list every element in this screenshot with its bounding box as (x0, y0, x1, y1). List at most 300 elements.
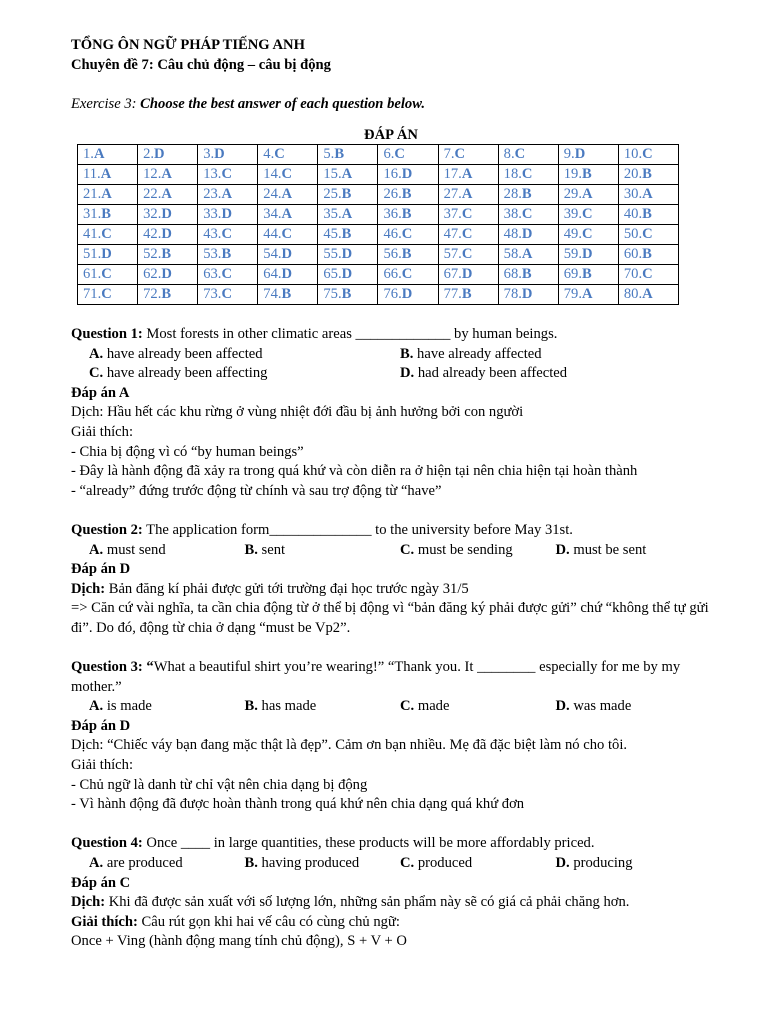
answer-key-row (78, 285, 679, 305)
answer-key-row (78, 165, 679, 185)
answer-number: 44. (263, 226, 282, 243)
answer-key-cell (438, 225, 498, 245)
question-text: Most forests in other climatic areas _____________ by human beings. (142, 325, 558, 342)
answer-number: 68. (503, 266, 522, 283)
answer-letter: B (582, 166, 592, 183)
question-label: Question 2: (71, 521, 143, 538)
answer-number: 25. (323, 186, 342, 203)
answer-number: 63. (203, 266, 222, 283)
answer-number: 8. (503, 146, 515, 163)
option-letter: B. (244, 855, 258, 871)
answer-key-cell (138, 225, 198, 245)
option-text: must be sending (414, 541, 513, 558)
option-letter: A. (89, 541, 104, 558)
answer-letter: C (221, 226, 232, 243)
option-c (400, 854, 556, 874)
answer-key-cell (78, 245, 138, 265)
answer-key-cell (318, 165, 378, 185)
option-d (556, 854, 712, 874)
answer-key-cell (618, 145, 678, 165)
option-letter: A. (89, 698, 104, 715)
option-letter: C. (400, 855, 415, 871)
option-text: produced (414, 855, 473, 871)
answer-number: 65. (323, 266, 342, 283)
answer-key-cell (198, 245, 258, 265)
answer-letter: B (341, 226, 352, 243)
option-letter: A. (89, 855, 104, 871)
answer-key-cell (318, 225, 378, 245)
answer-key-row (78, 205, 679, 225)
answer-number: 52. (143, 246, 162, 263)
answer-letter: C (642, 146, 653, 163)
answer-letter: D (401, 286, 413, 303)
answer-letter: A (642, 286, 653, 303)
answer-key-cell (378, 225, 438, 245)
answer-letter: D (582, 246, 593, 263)
option-letter: D. (555, 855, 570, 871)
option-b (400, 345, 711, 365)
option-letter: A. (89, 345, 104, 362)
answer-key-cell (138, 185, 198, 205)
answer-number: 2. (143, 146, 155, 163)
option-letter: C. (400, 541, 415, 558)
answer-letter: B (401, 186, 412, 203)
answer-key-cell (618, 245, 678, 265)
answer-letter: C (521, 206, 533, 223)
translation-label: Dịch: (71, 894, 106, 911)
answer-key-cell (438, 165, 498, 185)
answer-key-cell (498, 225, 558, 245)
answer-key-cell (438, 205, 498, 225)
option-text: must be sent (569, 541, 647, 558)
answer-number: 71. (83, 286, 102, 303)
answer-letter: C (221, 266, 232, 283)
option-text: must send (103, 541, 166, 558)
answer-letter: C (454, 146, 466, 163)
answer-key-cell (318, 265, 378, 285)
answer-number: 49. (563, 226, 582, 243)
answer-key-cell (498, 285, 558, 305)
answer-number: 9. (563, 146, 575, 163)
option-c (400, 541, 556, 561)
answer-letter: D (521, 226, 533, 243)
answer-letter: D (161, 266, 172, 283)
answer-letter: D (521, 286, 533, 303)
answer-letter: C (274, 146, 285, 163)
answer-letter: D (574, 146, 586, 163)
question-label: Question 1: (71, 325, 143, 342)
formula: Once + Ving (hành động mang tính chủ động), S + V + O (71, 933, 407, 950)
answer-key-cell (498, 265, 558, 285)
answer-line: Đáp án A (71, 384, 130, 401)
answer-number: 38. (503, 206, 522, 223)
answer-number: 66. (383, 266, 402, 283)
options-row (71, 541, 711, 561)
answer-key-cell (558, 285, 618, 305)
answer-number: 29. (563, 186, 582, 203)
answer-letter: A (161, 186, 172, 203)
answer-key-cell (138, 205, 198, 225)
answer-number: 70. (623, 266, 643, 283)
answer-number: 3. (203, 146, 215, 163)
answer-key-row (78, 245, 679, 265)
answer-number: 28. (503, 186, 522, 203)
answer-letter: D (461, 266, 473, 283)
answer-letter: B (401, 206, 412, 223)
option-c (89, 364, 400, 384)
answer-letter: A (341, 166, 353, 183)
explanation-note: => Căn cứ vài nghĩa, ta cần chia động từ ở thể bị động vì “bản đăng ký phải được gửi” chứ “không thể tự gửi đi”. Do đó, động từ chia ở dạng “must be Vp2”. (71, 600, 709, 636)
answer-number: 36. (383, 206, 402, 223)
answer-letter: A (93, 146, 105, 163)
answer-letter: A (642, 186, 653, 203)
answer-number: 27. (443, 186, 462, 203)
answer-letter: A (521, 246, 533, 263)
answer-number: 50. (623, 226, 643, 243)
exercise-heading (71, 95, 711, 115)
answer-key-cell (258, 205, 318, 225)
answer-key-cell (198, 225, 258, 245)
answer-letter: B (582, 266, 592, 283)
options-row (71, 854, 711, 874)
answer-key-cell (258, 165, 318, 185)
answer-key-cell (378, 205, 438, 225)
options-row (71, 697, 711, 717)
answer-number: 10. (623, 146, 643, 163)
question-4 (71, 834, 711, 952)
answer-letter: D (154, 146, 165, 163)
answer-key-cell (318, 205, 378, 225)
answer-number: 55. (323, 246, 342, 263)
answer-key-cell (378, 245, 438, 265)
question-text: What a beautiful shirt you’re wearing!” “Thank you. It ________ especially for me by my mother.” (71, 659, 681, 695)
answer-number: 77. (443, 286, 462, 303)
answer-letter: C (101, 266, 112, 283)
answer-line: Đáp án D (71, 561, 131, 578)
answer-key-cell (318, 285, 378, 305)
answer-number: 15. (323, 166, 342, 183)
option-a (89, 541, 245, 561)
answer-letter: C (642, 226, 653, 243)
answer-letter: A (161, 166, 172, 183)
answer-number: 74. (263, 286, 282, 303)
answer-number: 57. (443, 246, 462, 263)
answer-letter: B (642, 206, 652, 223)
answer-letter: C (461, 206, 473, 223)
answer-number: 53. (203, 246, 222, 263)
answer-number: 76. (383, 286, 402, 303)
option-d (556, 697, 712, 717)
answer-number: 72. (143, 286, 162, 303)
answer-number: 16. (383, 166, 402, 183)
answer-letter: A (221, 186, 232, 203)
option-text: have already affected (413, 345, 542, 362)
explanation-note: - Đây là hành động đã xảy ra trong quá khứ và còn diễn ra ở hiện tại nên chia hiện tại hoàn thành (71, 463, 638, 480)
answer-key-cell (438, 245, 498, 265)
answer-letter: C (281, 166, 293, 183)
answer-letter: C (101, 286, 112, 303)
answer-key-cell (318, 145, 378, 165)
answer-number: 80. (623, 286, 643, 303)
answer-number: 17. (443, 166, 462, 183)
option-b (245, 541, 401, 561)
answer-key-cell (138, 145, 198, 165)
question-1 (71, 325, 711, 501)
answer-number: 6. (383, 146, 395, 163)
translation-text: Bản đăng kí phải được gửi tới trường đại học trước ngày 31/5 (105, 580, 469, 597)
answer-key-cell (198, 185, 258, 205)
answer-letter: B (101, 206, 111, 223)
answer-key-cell (438, 265, 498, 285)
answer-key-cell (378, 265, 438, 285)
question-3 (71, 658, 711, 815)
answer-key-cell (198, 285, 258, 305)
answer-key-cell (498, 145, 558, 165)
answer-letter: D (161, 206, 172, 223)
answer-key-cell (498, 205, 558, 225)
answer-letter: B (521, 266, 532, 283)
answer-letter: B (161, 286, 172, 303)
options-row (71, 345, 711, 365)
question-2 (71, 521, 711, 639)
answer-number: 21. (83, 186, 102, 203)
answer-letter: C (401, 226, 413, 243)
answer-letter: B (281, 286, 292, 303)
question-label: Question 4: (71, 835, 143, 852)
answer-letter: B (161, 246, 172, 263)
answer-key-cell (558, 245, 618, 265)
answer-number: 59. (563, 246, 582, 263)
answer-key-cell (618, 185, 678, 205)
option-d (556, 541, 712, 561)
answer-letter: C (221, 286, 232, 303)
answer-number: 61. (83, 266, 102, 283)
translation-label: Dịch: (71, 580, 106, 597)
answer-key-cell (618, 225, 678, 245)
option-letter: B. (400, 345, 414, 362)
answer-number: 24. (263, 186, 282, 203)
answer-letter: C (221, 166, 232, 183)
answer-key-cell (498, 185, 558, 205)
answer-letter: A (281, 206, 293, 223)
answer-key-cell (198, 145, 258, 165)
answer-line: Đáp án D (71, 717, 131, 734)
answer-letter: A (461, 166, 473, 183)
answer-number: 35. (323, 206, 342, 223)
option-text: having produced (257, 855, 360, 871)
answer-key-cell (198, 205, 258, 225)
answer-letter: C (582, 226, 593, 243)
answer-letter: A (341, 206, 353, 223)
answer-key-cell (498, 165, 558, 185)
explanation-label: Giải thích: (71, 423, 134, 440)
answer-letter: C (521, 166, 533, 183)
answer-number: 45. (323, 226, 342, 243)
answer-letter: C (514, 146, 526, 163)
explanation-text: Câu rút gọn khi hai vế câu có cùng chủ ngữ: (137, 913, 400, 930)
answer-number: 4. (263, 146, 275, 163)
answer-number: 18. (503, 166, 522, 183)
answer-number: 47. (443, 226, 462, 243)
answer-key-cell (78, 265, 138, 285)
answer-number: 7. (443, 146, 455, 163)
answer-letter: B (401, 246, 412, 263)
answer-key-cell (318, 185, 378, 205)
option-text: have already been affected (103, 345, 263, 362)
answer-key-cell (378, 145, 438, 165)
option-d (400, 364, 711, 384)
question-label: Question 3: “ (71, 659, 154, 676)
answer-letter: D (161, 226, 172, 243)
option-text: is made (103, 698, 152, 715)
answer-letter: D (214, 146, 225, 163)
answer-letter: C (582, 206, 593, 223)
options-row (71, 364, 711, 384)
answer-number: 31. (83, 206, 102, 223)
answer-letter: A (582, 186, 593, 203)
option-text: producing (569, 855, 633, 871)
answer-letter: B (341, 186, 352, 203)
answer-key-cell (558, 265, 618, 285)
answer-number: 33. (203, 206, 222, 223)
answer-number: 79. (563, 286, 582, 303)
translation (71, 580, 711, 600)
answer-key-cell (618, 285, 678, 305)
option-text: has made (257, 698, 317, 715)
document-title: TỔNG ÔN NGỮ PHÁP TIẾNG ANH (71, 37, 305, 53)
answer-key-cell (258, 265, 318, 285)
answer-line: Đáp án C (71, 874, 131, 891)
option-text: was made (569, 698, 632, 715)
answer-letter: A (281, 186, 293, 203)
explanation-note: - “already” đứng trước động từ chính và sau trợ động từ “have” (71, 482, 442, 499)
answer-key-cell (78, 225, 138, 245)
answer-letter: C (642, 266, 653, 283)
translation: Dịch: “Chiếc váy bạn đang mặc thật là đẹp”. Cảm ơn bạn nhiều. Mẹ đã đặc biệt làm nó cho tôi. (71, 737, 628, 754)
answer-key-cell (78, 185, 138, 205)
answer-key-cell (78, 145, 138, 165)
answer-key-cell (438, 145, 498, 165)
option-text: made (414, 698, 450, 715)
answer-letter: D (341, 246, 353, 263)
option-a (89, 854, 245, 874)
answer-letter: D (101, 246, 112, 263)
answer-key-cell (378, 165, 438, 185)
answer-key-cell (378, 285, 438, 305)
answer-letter: A (582, 286, 593, 303)
option-c (400, 697, 556, 717)
answer-key-title: ĐÁP ÁN (364, 127, 418, 144)
answer-number: 13. (203, 166, 222, 183)
answer-key-cell (618, 205, 678, 225)
option-letter: D. (400, 365, 415, 382)
answer-key-cell (78, 205, 138, 225)
translation: Dịch: Hầu hết các khu rừng ở vùng nhiệt đới đầu bị ảnh hưởng bởi con người (71, 404, 524, 421)
exercise-sep: : (131, 95, 141, 112)
answer-key-cell (198, 165, 258, 185)
answer-number: 20. (623, 166, 643, 183)
answer-number: 41. (83, 226, 102, 243)
answer-key-cell (258, 225, 318, 245)
answer-key-cell (558, 145, 618, 165)
answer-key-cell (258, 245, 318, 265)
answer-number: 32. (143, 206, 162, 223)
answer-number: 58. (503, 246, 522, 263)
answer-letter: B (461, 286, 472, 303)
translation-text: Khi đã được sản xuất với số lượng lớn, những sản phẩm này sẽ có giá cả phải chăng hơn. (105, 894, 630, 911)
option-text: are produced (103, 855, 183, 871)
answer-key-cell (618, 265, 678, 285)
answer-number: 23. (203, 186, 222, 203)
option-text: have already been affecting (103, 365, 268, 382)
answer-number: 69. (563, 266, 582, 283)
answer-number: 11. (83, 166, 101, 183)
answer-number: 78. (503, 286, 522, 303)
answer-letter: D (341, 266, 353, 283)
answer-letter: C (461, 246, 473, 263)
answer-key-cell (258, 145, 318, 165)
answer-number: 26. (383, 186, 402, 203)
document-subtitle: Chuyên đề 7: Câu chủ động – câu bị động (71, 56, 331, 73)
option-letter: C. (400, 698, 415, 715)
answer-number: 56. (383, 246, 402, 263)
answer-key-cell (498, 245, 558, 265)
answer-letter: A (461, 186, 473, 203)
answer-number: 19. (563, 166, 582, 183)
answer-number: 75. (323, 286, 342, 303)
explanation (71, 913, 711, 933)
answer-number: 37. (443, 206, 462, 223)
question-text: Once ____ in large quantities, these products will be more affordably priced. (142, 835, 595, 852)
answer-letter: C (281, 226, 293, 243)
answer-letter: C (461, 226, 473, 243)
option-a (89, 697, 245, 717)
translation (71, 893, 711, 913)
option-letter: C. (89, 365, 104, 382)
explanation-note: - Chia bị động vì có “by human beings” (71, 443, 304, 460)
answer-number: 60. (623, 246, 643, 263)
answer-letter: B (341, 286, 352, 303)
answer-key-cell (138, 165, 198, 185)
answer-key-cell (138, 265, 198, 285)
answer-key-row (78, 265, 679, 285)
answer-letter: B (642, 246, 652, 263)
answer-letter: C (394, 146, 405, 163)
answer-key-cell (318, 245, 378, 265)
answer-number: 42. (143, 226, 162, 243)
explanation-note: - Chủ ngữ là danh từ chỉ vật nên chia dạng bị động (71, 776, 368, 793)
answer-number: 67. (443, 266, 462, 283)
answer-letter: D (281, 266, 293, 283)
answer-key-cell (558, 165, 618, 185)
answer-letter: B (642, 166, 652, 183)
answer-key-cell (258, 185, 318, 205)
exercise-instruction: Choose the best answer of each question below. (140, 95, 426, 112)
explanation-note: - Vì hành động đã được hoàn thành trong quá khứ nên chia dạng quá khứ đơn (71, 796, 525, 813)
answer-key-cell (558, 185, 618, 205)
answer-key-cell (558, 225, 618, 245)
answer-key-cell (78, 165, 138, 185)
answer-key-cell (438, 285, 498, 305)
question-text: The application form______________ to the university before May 31st. (142, 521, 573, 538)
option-text: sent (257, 541, 286, 558)
answer-number: 34. (263, 206, 282, 223)
answer-letter: B (521, 186, 532, 203)
answer-number: 48. (503, 226, 522, 243)
explanation-label: Giải thích: (71, 757, 134, 774)
option-text: had already been affected (414, 365, 568, 382)
answer-letter: D (401, 166, 413, 183)
